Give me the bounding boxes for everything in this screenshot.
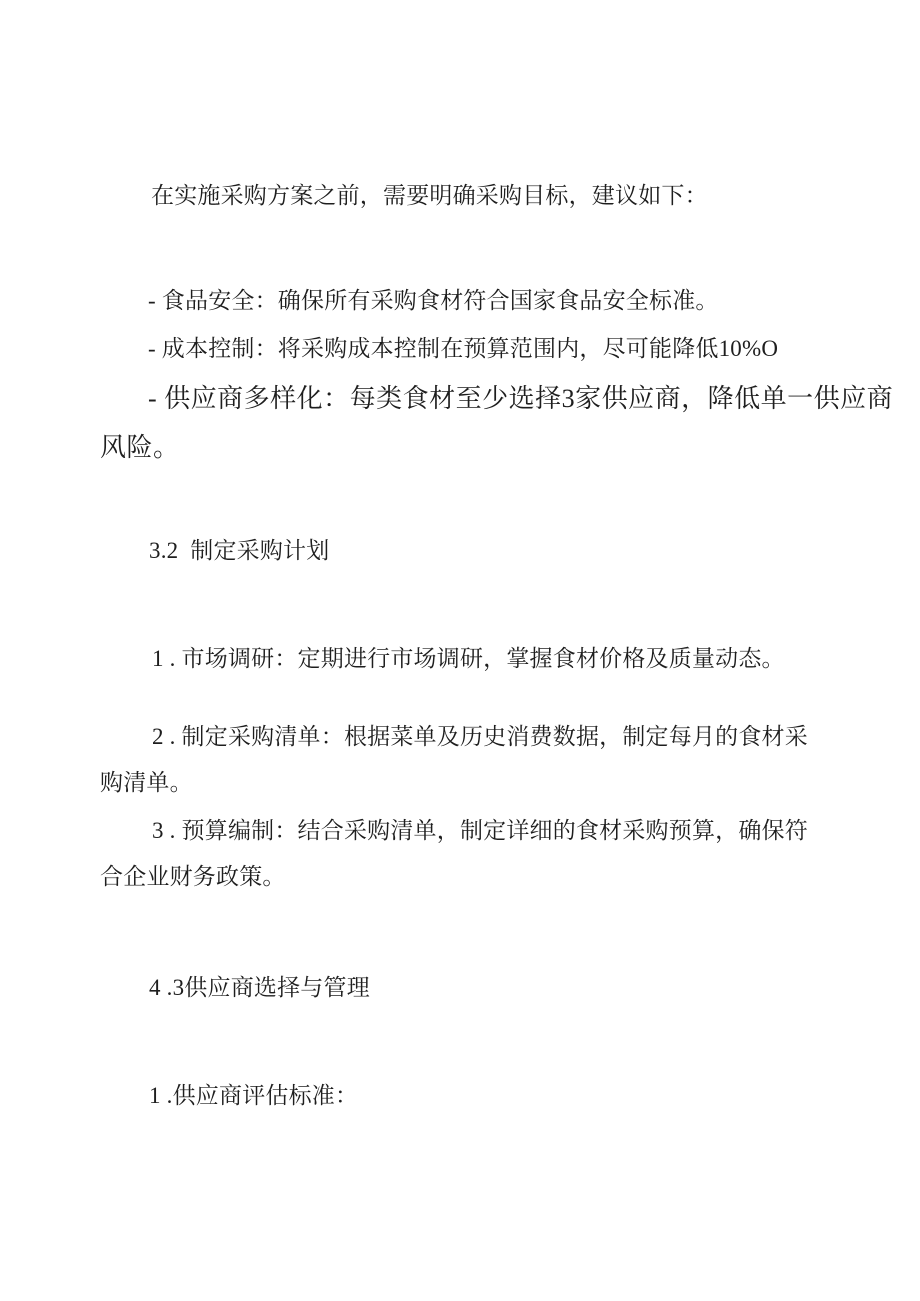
item-1-market-research: 1 . 市场调研：定期进行市场调研，掌握食材价格及质量动态。 — [152, 646, 785, 671]
item-1-supplier-evaluation-criteria: 1 .供应商评估标准： — [149, 1083, 359, 1108]
intro-paragraph: 在实施采购方案之前，需要明确采购目标，建议如下： — [151, 183, 708, 208]
heading-4-3-supplier-management: 4 .3供应商选择与管理 — [149, 975, 370, 1000]
item-3-budgeting: 3 . 预算编制：结合采购清单，制定详细的食材采购预算，确保符 — [152, 818, 808, 843]
bullet-cost-control: - 成本控制：将采购成本控制在预算范围内，尽可能降低10%O — [148, 336, 779, 361]
bullet-food-safety: - 食品安全：确保所有采购食材符合国家食品安全标准。 — [148, 288, 719, 313]
heading-3-2-procurement-plan: 3.2 制定采购计划 — [149, 538, 330, 563]
item-3-budgeting-wrap: 合企业财务政策。 — [100, 864, 286, 889]
bullet-supplier-diversification: - 供应商多样化：每类食材至少选择3家供应商，降低单一供应商 — [148, 384, 894, 413]
item-2-procurement-list-wrap: 购清单。 — [100, 770, 193, 795]
item-2-procurement-list: 2 . 制定采购清单：根据菜单及历史消费数据，制定每月的食材采 — [152, 724, 808, 749]
bullet-supplier-diversification-wrap: 风险。 — [100, 433, 180, 462]
